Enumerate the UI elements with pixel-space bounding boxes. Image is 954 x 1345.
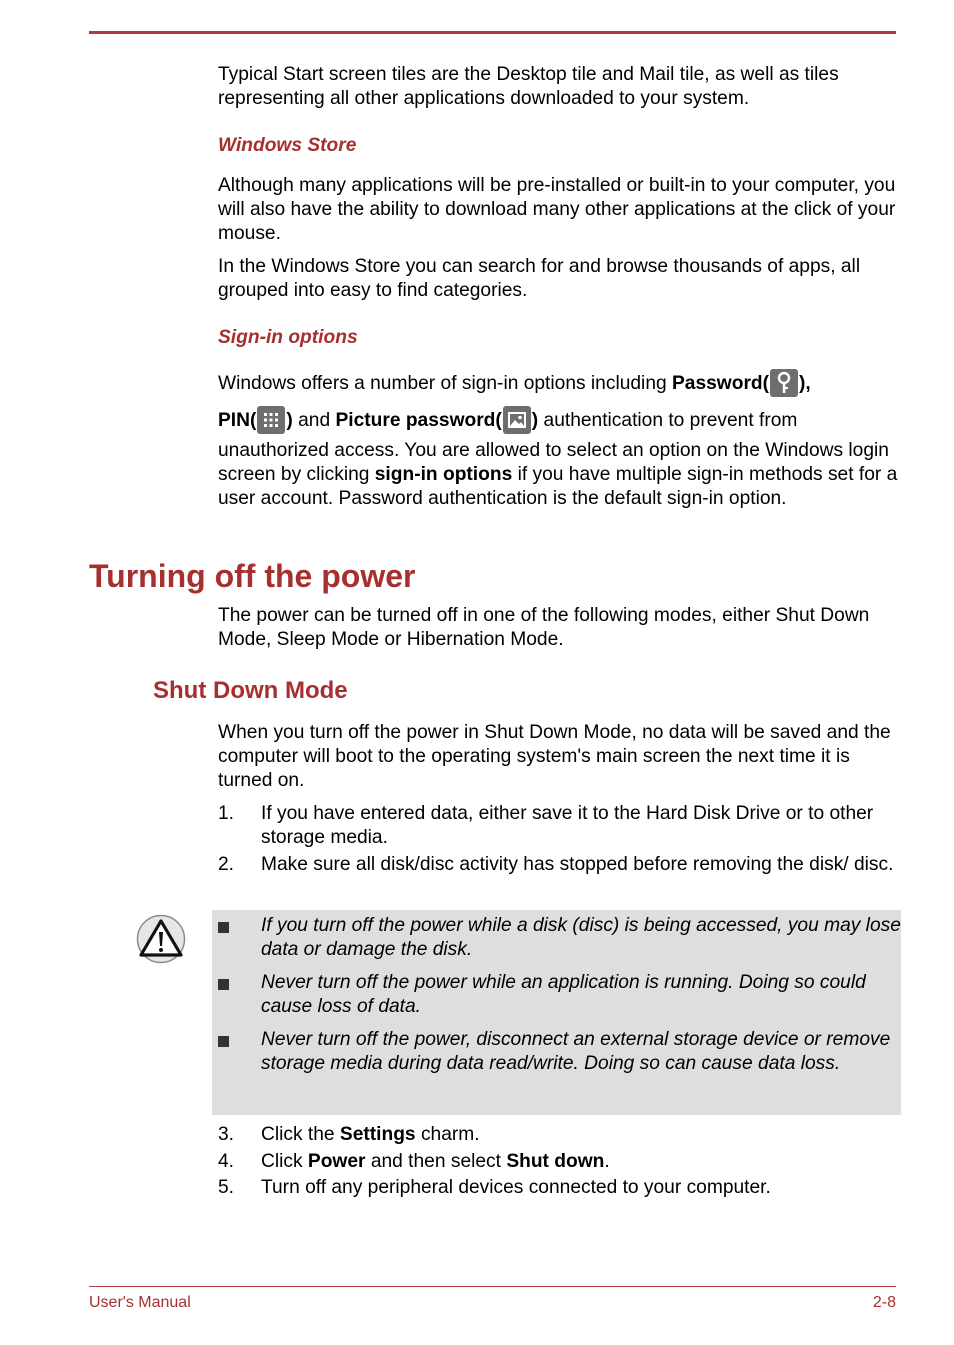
password-close: ), [799,373,811,394]
signin-line-1 [218,369,898,399]
list-number: 3. [218,1124,235,1145]
footer-title: User's Manual [89,1294,191,1311]
list-number: 1. [218,803,235,824]
step4-post: . [604,1151,610,1172]
pin-close: ) [286,410,293,431]
turning-off-heading: Turning off the power [89,558,416,594]
pin-label: PIN( [218,410,257,431]
signin-rest-paragraph [218,439,898,512]
signin-line1-text: Windows offers a number of sign-in options including [218,373,672,394]
turning-off-paragraph: The power can be turned off in one of the following modes, either Shut Down Mode, Sleep Mode or Hibernation Mode. [218,605,870,651]
signin-options-bold: sign-in options [374,464,513,486]
list-number: 2. [218,854,235,875]
signin-line-2 [218,406,898,436]
page-number: 2-8 [872,1294,896,1311]
signin-heading: Sign-in options [218,327,358,348]
and-text: and [292,410,336,431]
signin-rest-suffix: if you have multiple sign-in methods set for a user account. Password authentication is the default sign-in option. [218,464,898,510]
shut-down-bold: Shut down [506,1151,605,1172]
power-bold: Power [307,1151,366,1172]
picture-password-close: ) [531,410,539,431]
square-bullet-icon [218,979,229,990]
warning-text: Never turn off the power, disconnect an external storage device or remove storage media during data read/write. Doing so can cause data loss. [261,1029,891,1075]
step3-post: charm. [415,1124,480,1145]
windows-store-paragraph-1: Although many applications will be pre-installed or built-in to your computer, you will also have the ability to download many other applications at the click of your mouse. [218,175,896,245]
step4-pre: Click [261,1151,308,1172]
windows-store-heading: Windows Store [218,135,357,156]
list-text: If you have entered data, either save it to the Hard Disk Drive or to other storage media. [261,803,874,849]
list-text: Make sure all disk/disc activity has stopped before removing the disk/ disc. [261,854,894,875]
key-icon [770,369,798,397]
step3-pre: Click the [261,1124,340,1145]
warning-icon [136,914,186,964]
signin-line2-suffix: authentication to prevent from [538,410,798,431]
list-text [261,1123,898,1147]
step4-mid: and then select [365,1151,507,1172]
list-number: 5. [218,1177,235,1198]
intro-paragraph: Typical Start screen tiles are the Desktop tile and Mail tile, as well as tiles representing all other applications downloaded to your system. [218,64,839,110]
picture-password-label: Picture password( [335,410,502,431]
list-text [261,1150,898,1174]
list-number: 4. [218,1151,235,1172]
settings-bold: Settings [339,1124,416,1145]
header-rule [89,31,896,34]
square-bullet-icon [218,1036,229,1047]
pin-grid-icon [257,406,285,434]
picture-icon [503,406,531,434]
shutdown-paragraph: When you turn off the power in Shut Down Mode, no data will be saved and the computer will boot to the operating system's main screen the next time it is turned on. [218,722,891,792]
footer-rule [89,1286,896,1287]
list-text: Turn off any peripheral devices connected to your computer. [261,1177,771,1198]
warning-text: Never turn off the power while an application is running. Doing so could cause loss of data. [261,972,866,1018]
shutdown-mode-heading: Shut Down Mode [153,677,348,704]
square-bullet-icon [218,922,229,933]
warning-text: If you turn off the power while a disk (disc) is being accessed, you may lose data or damage the disk. [261,915,901,961]
windows-store-paragraph-2: In the Windows Store you can search for and browse thousands of apps, all grouped into easy to find categories. [218,256,861,302]
password-label: Password( [672,373,770,394]
signin-rest-prefix: unauthorized access. You are allowed to select an option on the Windows login screen by clicking [218,440,889,486]
